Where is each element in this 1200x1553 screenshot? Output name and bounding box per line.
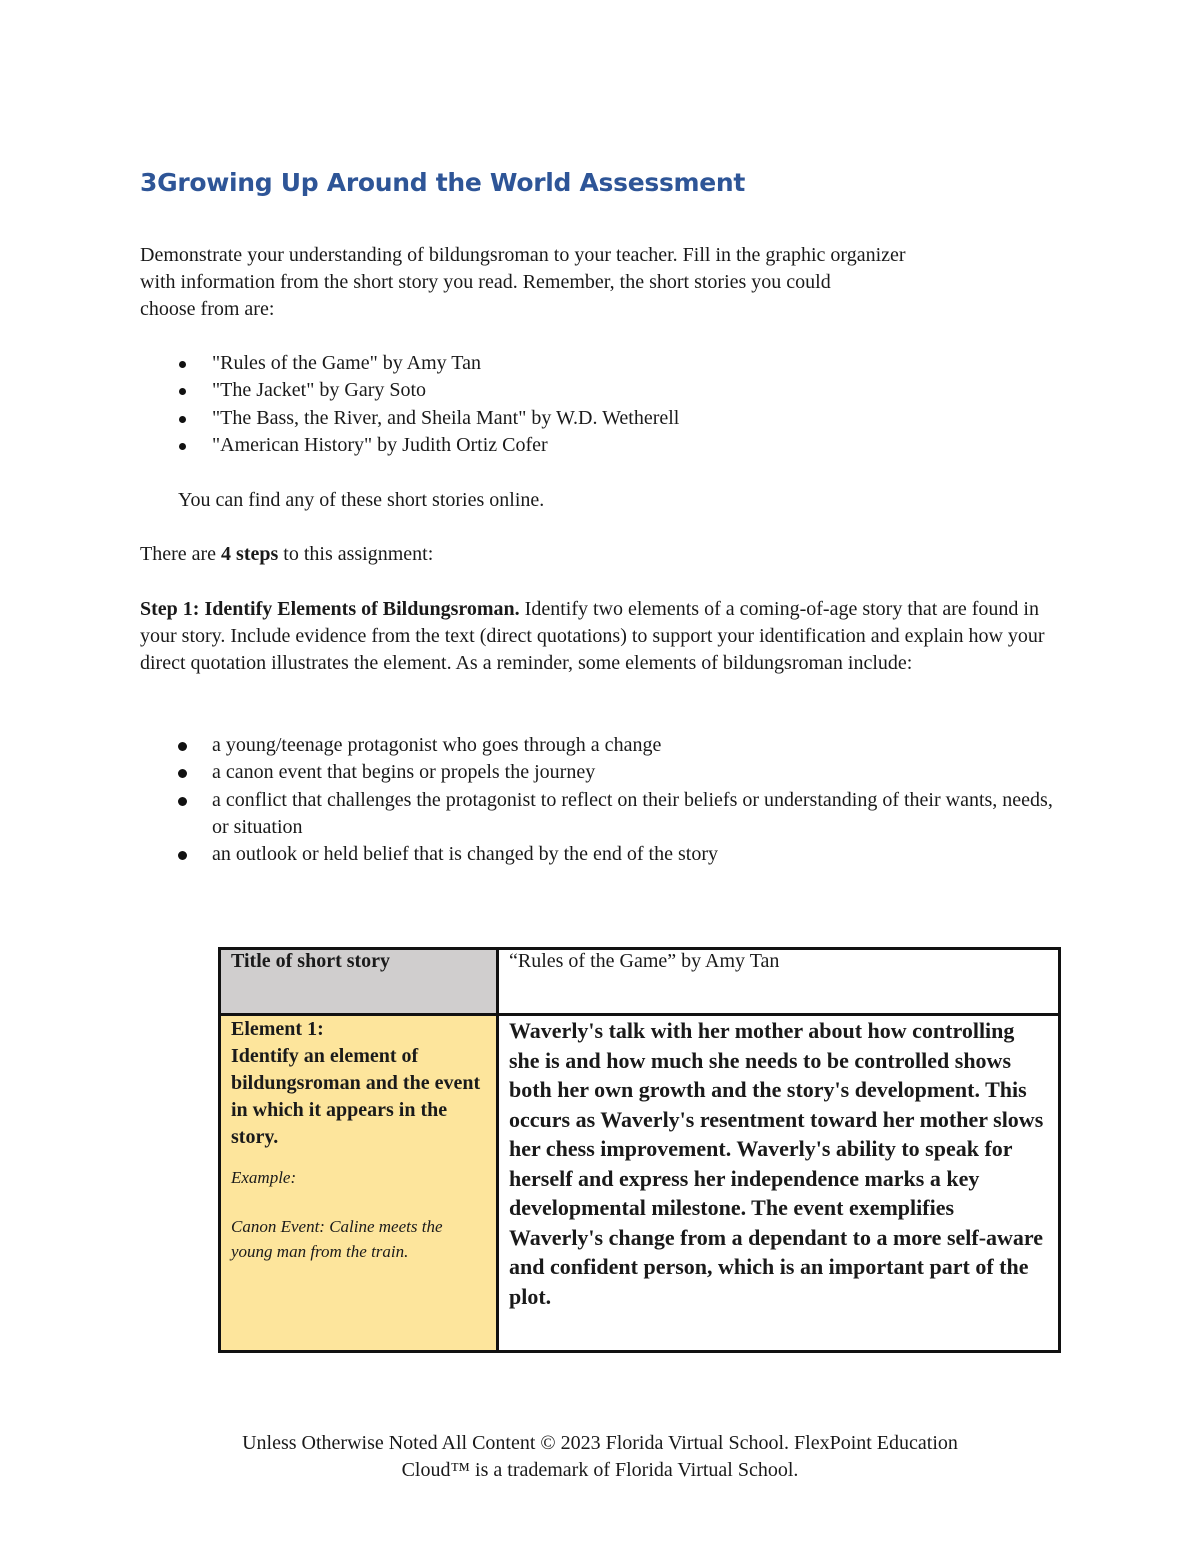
element-text: an outlook or held belief that is changed by the end of the story bbox=[212, 843, 718, 866]
list-item bbox=[176, 405, 679, 432]
bullet-icon bbox=[179, 443, 186, 450]
element-text: a young/teenage protagonist who goes through a change bbox=[212, 734, 662, 756]
bullet-icon bbox=[178, 851, 187, 860]
bullet-icon bbox=[179, 416, 186, 423]
element1-answer-cell[interactable]: Waverly's talk with her mother about how controlling she is and how much she needs to be controlled shows both her own growth and the story's development. This occurs as Waverly's resentment toward her mother slows her chess improvement. Waverly's ability to speak for herself and express her independence marks a key developmental milestone. The event exemplifies Waverly's change from a dependant to a more self-aware and confident person, which is an important part of the plot. bbox=[498, 1015, 1060, 1352]
story-title: "The Bass, the River, and Sheila Mant" by W.D. Wetherell bbox=[212, 406, 680, 429]
intro-line-3: choose from are: bbox=[140, 298, 275, 320]
list-item bbox=[176, 377, 679, 404]
story-title: "Rules of the Game" by Amy Tan bbox=[212, 352, 481, 374]
list-item bbox=[176, 759, 1056, 786]
find-online-note: You can find any of these short stories online. bbox=[178, 489, 545, 511]
element-text: a conflict that challenges the protagonist to reflect on their beliefs or understanding of their wants, needs, or situation bbox=[212, 788, 1053, 838]
bildungsroman-elements-list bbox=[176, 732, 1056, 868]
example-label: Example: bbox=[231, 1168, 297, 1187]
steps-intro-text-end: to this assignment: bbox=[278, 543, 434, 565]
element-text: a canon event that begins or propels the journey bbox=[212, 761, 596, 784]
element1-heading: Element 1: bbox=[231, 1018, 324, 1040]
table-row-title bbox=[220, 949, 1060, 1015]
step1-heading: Step 1: Identify Elements of Bildungsroman. bbox=[140, 598, 520, 620]
intro-paragraph bbox=[140, 242, 1070, 323]
steps-count: 4 steps bbox=[221, 543, 279, 565]
example-text: Canon Event: Caline meets the young man from the train. bbox=[231, 1217, 443, 1261]
list-item bbox=[176, 732, 1056, 759]
bullet-icon bbox=[178, 742, 187, 751]
page-footer bbox=[0, 1430, 1200, 1484]
bullet-icon bbox=[178, 769, 187, 778]
intro-line-1: Demonstrate your understanding of bildungsroman to your teacher. Fill in the graphic organizer bbox=[140, 244, 906, 266]
list-item bbox=[176, 350, 679, 377]
bullet-icon bbox=[178, 797, 187, 806]
intro-line-2: with information from the short story you read. Remember, the short stories you could bbox=[140, 271, 831, 293]
bullet-icon bbox=[179, 388, 186, 395]
step1-body: Identify two elements of a coming-of-age story that are found in your story. Include evidence from the text (direct quotations) to support your identification and explain how your direct quotation illustrates the element. As a reminder, some elements of bildungsroman include: bbox=[140, 598, 1045, 674]
list-item bbox=[176, 787, 1056, 842]
list-item bbox=[176, 841, 1056, 868]
graphic-organizer-table bbox=[218, 947, 1061, 1353]
story-title: "American History" by Judith Ortiz Cofer bbox=[212, 433, 548, 456]
title-label-cell: Title of short story bbox=[220, 949, 498, 1015]
steps-intro-text: There are bbox=[140, 543, 222, 565]
step1-paragraph bbox=[140, 596, 1070, 677]
story-list bbox=[176, 350, 679, 459]
page-title: 3Growing Up Around the World Assessment bbox=[140, 168, 746, 197]
footer-line-1: Unless Otherwise Noted All Content © 2023 Florida Virtual School. FlexPoint Education bbox=[242, 1432, 958, 1454]
steps-intro bbox=[140, 541, 433, 568]
element1-label-cell bbox=[220, 1015, 498, 1352]
element1-prompt: Identify an element of bildungsroman and the event in which it appears in the story. bbox=[231, 1045, 481, 1148]
table-row-element-1 bbox=[220, 1015, 1060, 1352]
example-block bbox=[231, 1165, 486, 1264]
list-item bbox=[176, 432, 679, 459]
footer-line-2: Cloud™ is a trademark of Florida Virtual School. bbox=[401, 1459, 799, 1481]
bullet-icon bbox=[179, 361, 186, 368]
story-title: "The Jacket" by Gary Soto bbox=[212, 379, 427, 402]
title-value-cell[interactable]: “Rules of the Game” by Amy Tan bbox=[498, 949, 1060, 1015]
